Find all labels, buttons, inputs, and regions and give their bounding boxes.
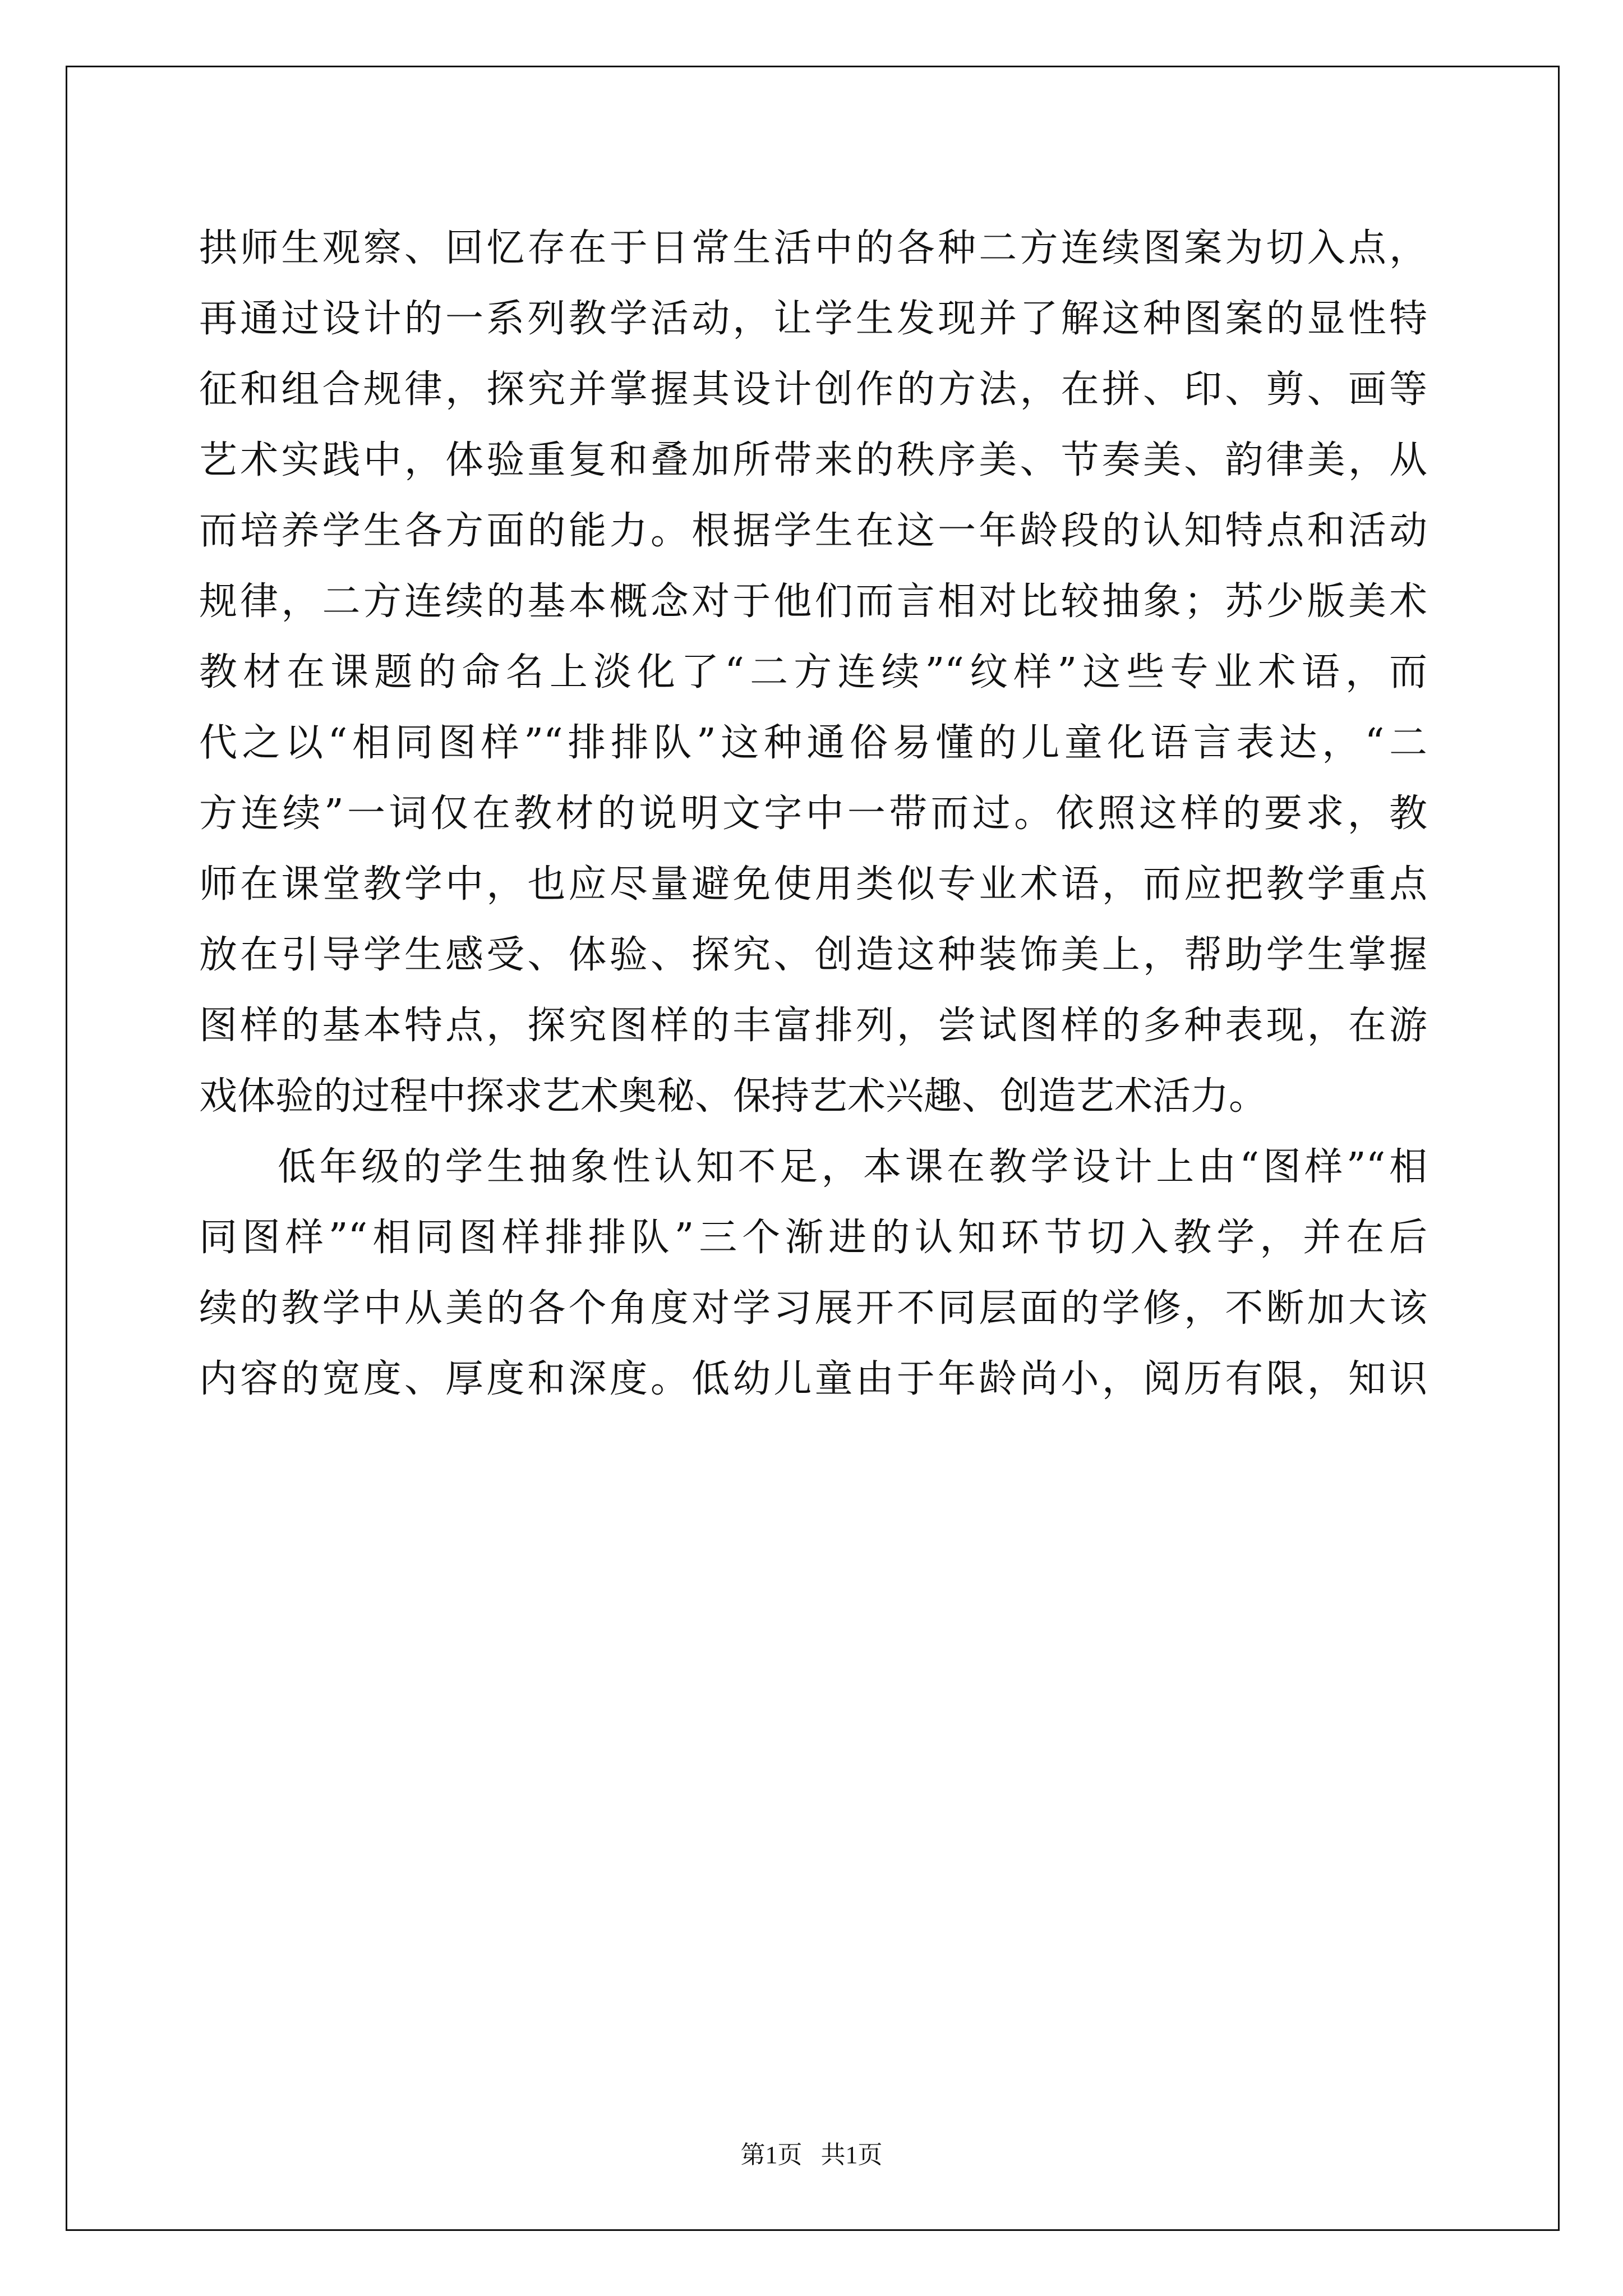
text-line: 而培养学生各方面的能力。根据学生在这一年龄段的认知特点和活动 [199, 509, 1427, 553]
text-line: 同图样”“相同图样排排队”三个渐进的认知环节切入教学，并在后 [199, 1216, 1427, 1260]
text-line: 放在引导学生感受、体验、探究、创造这种装饰美上，帮助学生掌握 [199, 933, 1427, 977]
text-line: 方连续”一词仅在教材的说明文字中一带而过。依照这样的要求，教 [199, 792, 1427, 836]
text-line: 续的教学中从美的各个角度对学习展开不同层面的学修，不断加大该 [199, 1286, 1427, 1331]
text-line: 戏体验的过程中探求艺术奥秘、保持艺术兴趣、创造艺术活力。 [199, 1074, 1267, 1119]
text-line: 内容的宽度、厚度和深度。低幼儿童由于年龄尚小，阅历有限，知识 [199, 1357, 1427, 1401]
page-number: 第1页 [740, 2141, 803, 2169]
text-line: 代之以“相同图样”“排排队”这种通俗易懂的儿童化语言表达，“二 [199, 721, 1427, 765]
text-line: 规律，二方连续的基本概念对于他们而言相对比较抽象；苏少版美术 [199, 579, 1427, 624]
text-line: 教材在课题的命名上淡化了“二方连续”“纹样”这些专业术语，而 [199, 650, 1427, 694]
page-footer [0, 2138, 1623, 2172]
text-line: 师在课堂教学中，也应尽量避免使用类似专业术语，而应把教学重点 [199, 862, 1427, 907]
text-line: 艺术实践中，体验重复和叠加所带来的秩序美、节奏美、韵律美，从 [199, 438, 1427, 482]
text-line: 拱师生观察、回忆存在于日常生活中的各种二方连续图案为切入点， [199, 226, 1427, 270]
text-line: 低年级的学生抽象性认知不足，本课在教学设计上由“图样”“相 [278, 1145, 1427, 1189]
page-total: 共1页 [820, 2141, 883, 2169]
text-line: 再通过设计的一系列教学活动，让学生发现并了解这种图案的显性特 [199, 297, 1427, 341]
text-line: 征和组合规律，探究并掌握其设计创作的方法，在拼、印、剪、画等 [199, 367, 1427, 412]
text-line: 图样的基本特点，探究图样的丰富排列，尝试图样的多种表现，在游 [199, 1004, 1427, 1048]
